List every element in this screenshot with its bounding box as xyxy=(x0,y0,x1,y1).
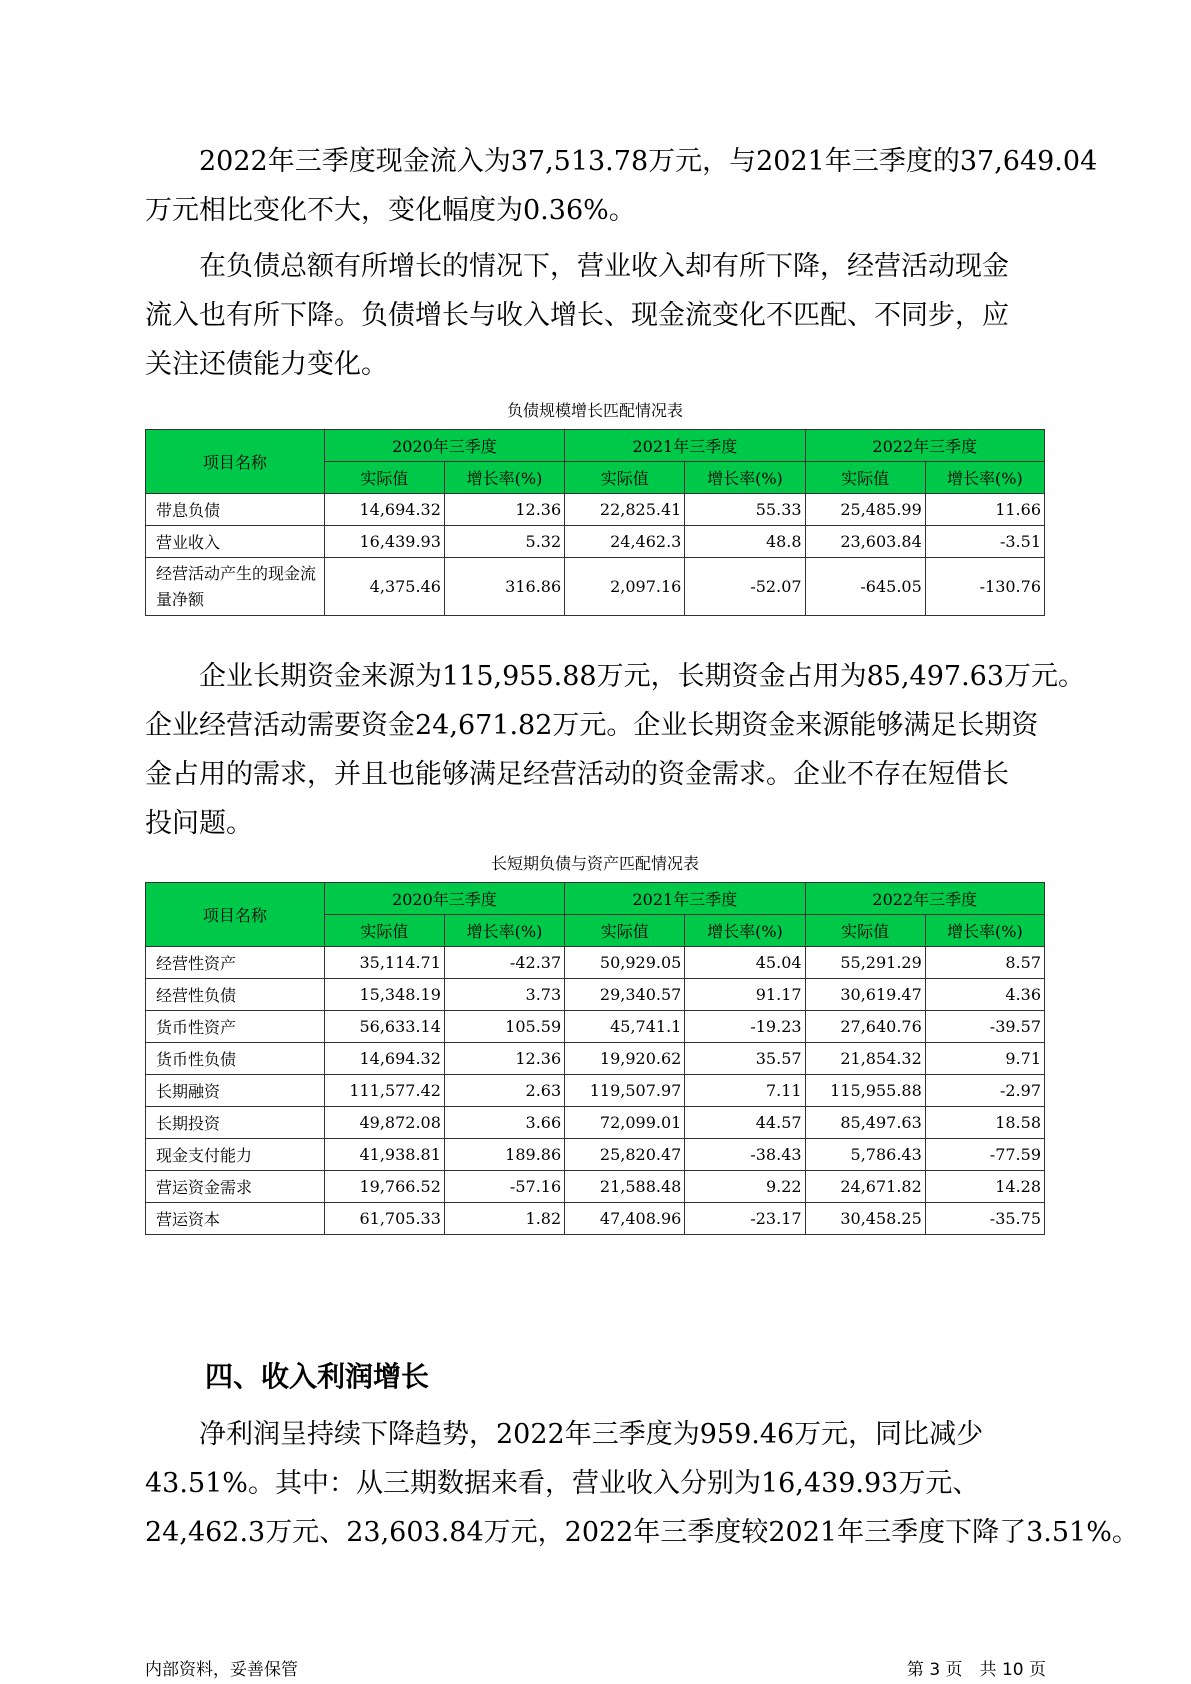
value-cell: 47,408.96 xyxy=(565,1203,685,1235)
table-row xyxy=(146,1043,1045,1075)
value-cell: 49,872.08 xyxy=(324,1107,444,1139)
table-row xyxy=(146,1139,1045,1171)
value-cell: -52.07 xyxy=(685,558,805,616)
row-label-cell: 营业收入 xyxy=(146,526,325,558)
paragraph-line: 企业经营活动需要资金24,671.82万元。企业长期资金来源能够满足长期资 xyxy=(145,710,1039,741)
value-cell: 3.66 xyxy=(444,1107,564,1139)
value-cell: 56,633.14 xyxy=(324,1011,444,1043)
paragraph-debt-growth xyxy=(145,242,1065,389)
value-cell: 25,820.47 xyxy=(565,1139,685,1171)
paragraph-line: 企业长期资金来源为115,955.88万元，长期资金占用为85,497.63万元。 xyxy=(145,661,1086,692)
paragraph-line: 24,462.3万元、23,603.84万元，2022年三季度较2021年三季度下降了3.51%。 xyxy=(145,1517,1139,1548)
value-cell: 115,955.88 xyxy=(805,1075,925,1107)
value-cell: 48.8 xyxy=(685,526,805,558)
value-cell: -130.76 xyxy=(925,558,1044,616)
value-cell: -3.51 xyxy=(925,526,1044,558)
value-cell: 27,640.76 xyxy=(805,1011,925,1043)
growth-rate-header: 增长率(%) xyxy=(444,462,564,494)
value-cell: 72,099.01 xyxy=(565,1107,685,1139)
value-cell: -77.59 xyxy=(925,1139,1044,1171)
growth-rate-header: 增长率(%) xyxy=(685,915,805,947)
value-cell: 22,825.41 xyxy=(565,494,685,526)
value-cell: -39.57 xyxy=(925,1011,1044,1043)
growth-rate-header: 增长率(%) xyxy=(925,462,1044,494)
value-cell: 15,348.19 xyxy=(324,979,444,1011)
debt-growth-table xyxy=(145,429,1045,616)
paragraph-line: 在负债总额有所增长的情况下，营业收入却有所下降，经营活动现金 xyxy=(145,251,1009,282)
table-row xyxy=(146,558,1045,616)
value-cell: 2,097.16 xyxy=(565,558,685,616)
growth-rate-header: 增长率(%) xyxy=(685,462,805,494)
table-row xyxy=(146,1203,1045,1235)
growth-rate-header: 增长率(%) xyxy=(925,915,1044,947)
table1-body xyxy=(146,494,1045,616)
value-cell: 91.17 xyxy=(685,979,805,1011)
table1-caption: 负债规模增长匹配情况表 xyxy=(506,401,683,420)
value-cell: 16,439.93 xyxy=(324,526,444,558)
actual-value-header: 实际值 xyxy=(565,462,685,494)
asset-liability-match-table xyxy=(145,882,1045,1235)
value-cell: 50,929.05 xyxy=(565,947,685,979)
value-cell: -23.17 xyxy=(685,1203,805,1235)
table-row xyxy=(146,1011,1045,1043)
value-cell: -57.16 xyxy=(444,1171,564,1203)
row-label-cell: 货币性负债 xyxy=(146,1043,325,1075)
paragraph-line: 关注还债能力变化。 xyxy=(145,349,388,380)
row-label-cell: 经营性负债 xyxy=(146,979,325,1011)
value-cell: 30,619.47 xyxy=(805,979,925,1011)
table2-caption: 长短期负债与资产匹配情况表 xyxy=(490,854,699,873)
item-name-header: 项目名称 xyxy=(146,883,325,947)
row-label-cell: 现金支付能力 xyxy=(146,1139,325,1171)
paragraph-net-profit xyxy=(145,1410,1139,1557)
value-cell: 3.73 xyxy=(444,979,564,1011)
value-cell: 189.86 xyxy=(444,1139,564,1171)
item-name-header: 项目名称 xyxy=(146,430,325,494)
row-label-cell: 货币性资产 xyxy=(146,1011,325,1043)
value-cell: 19,920.62 xyxy=(565,1043,685,1075)
period-header: 2021年三季度 xyxy=(565,430,805,462)
actual-value-header: 实际值 xyxy=(805,915,925,947)
period-header: 2021年三季度 xyxy=(565,883,805,915)
value-cell: -2.97 xyxy=(925,1075,1044,1107)
table-row xyxy=(146,979,1045,1011)
value-cell: 119,507.97 xyxy=(565,1075,685,1107)
value-cell: 23,603.84 xyxy=(805,526,925,558)
value-cell: 41,938.81 xyxy=(324,1139,444,1171)
table-row xyxy=(146,526,1045,558)
period-header: 2020年三季度 xyxy=(324,430,564,462)
value-cell: 11.66 xyxy=(925,494,1044,526)
value-cell: -645.05 xyxy=(805,558,925,616)
value-cell: 25,485.99 xyxy=(805,494,925,526)
table-row xyxy=(146,494,1045,526)
row-label-cell: 长期融资 xyxy=(146,1075,325,1107)
value-cell: 24,462.3 xyxy=(565,526,685,558)
value-cell: 9.71 xyxy=(925,1043,1044,1075)
value-cell: 1.82 xyxy=(444,1203,564,1235)
value-cell: 14,694.32 xyxy=(324,1043,444,1075)
value-cell: 55.33 xyxy=(685,494,805,526)
value-cell: 316.86 xyxy=(444,558,564,616)
row-label-cell: 营运资金需求 xyxy=(146,1171,325,1203)
row-label-cell: 营运资本 xyxy=(146,1203,325,1235)
value-cell: 21,588.48 xyxy=(565,1171,685,1203)
value-cell: 12.36 xyxy=(444,1043,564,1075)
value-cell: -19.23 xyxy=(685,1011,805,1043)
paragraph-line: 净利润呈持续下降趋势，2022年三季度为959.46万元，同比减少 xyxy=(145,1419,984,1450)
value-cell: 5.32 xyxy=(444,526,564,558)
value-cell: 18.58 xyxy=(925,1107,1044,1139)
value-cell: 111,577.42 xyxy=(324,1075,444,1107)
paragraph-cash-inflow xyxy=(145,137,1098,235)
paragraph-line: 投问题。 xyxy=(145,808,253,839)
period-header: 2022年三季度 xyxy=(805,883,1044,915)
table-row xyxy=(146,947,1045,979)
value-cell: -38.43 xyxy=(685,1139,805,1171)
value-cell: 105.59 xyxy=(444,1011,564,1043)
value-cell: 9.22 xyxy=(685,1171,805,1203)
value-cell: 5,786.43 xyxy=(805,1139,925,1171)
paragraph-line: 2022年三季度现金流入为37,513.78万元，与2021年三季度的37,649.04 xyxy=(145,146,1098,177)
value-cell: 8.57 xyxy=(925,947,1044,979)
growth-rate-header: 增长率(%) xyxy=(444,915,564,947)
row-label-cell: 带息负债 xyxy=(146,494,325,526)
table-row xyxy=(146,1075,1045,1107)
value-cell: 29,340.57 xyxy=(565,979,685,1011)
value-cell: 2.63 xyxy=(444,1075,564,1107)
value-cell: 4.36 xyxy=(925,979,1044,1011)
row-label-cell: 经营性资产 xyxy=(146,947,325,979)
value-cell: 7.11 xyxy=(685,1075,805,1107)
value-cell: 45,741.1 xyxy=(565,1011,685,1043)
value-cell: 21,854.32 xyxy=(805,1043,925,1075)
section-heading: 四、收入利润增长 xyxy=(205,1360,430,1393)
value-cell: 4,375.46 xyxy=(324,558,444,616)
actual-value-header: 实际值 xyxy=(565,915,685,947)
footer-page-number: 第 3 页 共 10 页 xyxy=(906,1660,1046,1680)
row-label-cell: 经营活动产生的现金流量净额 xyxy=(146,558,325,616)
value-cell: -42.37 xyxy=(444,947,564,979)
actual-value-header: 实际值 xyxy=(324,462,444,494)
footer-confidential: 内部资料，妥善保管 xyxy=(145,1660,298,1680)
table-row xyxy=(146,1107,1045,1139)
value-cell: 61,705.33 xyxy=(324,1203,444,1235)
period-header: 2022年三季度 xyxy=(805,430,1044,462)
value-cell: 45.04 xyxy=(685,947,805,979)
value-cell: 24,671.82 xyxy=(805,1171,925,1203)
value-cell: 14.28 xyxy=(925,1171,1044,1203)
table2-body xyxy=(146,947,1045,1235)
paragraph-line: 金占用的需求，并且也能够满足经营活动的资金需求。企业不存在短借长 xyxy=(145,759,1009,790)
value-cell: 44.57 xyxy=(685,1107,805,1139)
paragraph-line: 43.51%。其中：从三期数据来看，营业收入分别为16,439.93万元、 xyxy=(145,1468,980,1499)
period-header: 2020年三季度 xyxy=(324,883,564,915)
value-cell: 12.36 xyxy=(444,494,564,526)
value-cell: 19,766.52 xyxy=(324,1171,444,1203)
value-cell: 85,497.63 xyxy=(805,1107,925,1139)
actual-value-header: 实际值 xyxy=(805,462,925,494)
paragraph-long-term-funds xyxy=(145,652,1086,848)
value-cell: 35.57 xyxy=(685,1043,805,1075)
value-cell: 35,114.71 xyxy=(324,947,444,979)
row-label-cell: 长期投资 xyxy=(146,1107,325,1139)
value-cell: 55,291.29 xyxy=(805,947,925,979)
value-cell: 14,694.32 xyxy=(324,494,444,526)
paragraph-line: 流入也有所下降。负债增长与收入增长、现金流变化不匹配、不同步，应 xyxy=(145,300,1009,331)
paragraph-line: 万元相比变化不大，变化幅度为0.36%。 xyxy=(145,195,636,226)
table-row xyxy=(146,1171,1045,1203)
actual-value-header: 实际值 xyxy=(324,915,444,947)
value-cell: 30,458.25 xyxy=(805,1203,925,1235)
value-cell: -35.75 xyxy=(925,1203,1044,1235)
